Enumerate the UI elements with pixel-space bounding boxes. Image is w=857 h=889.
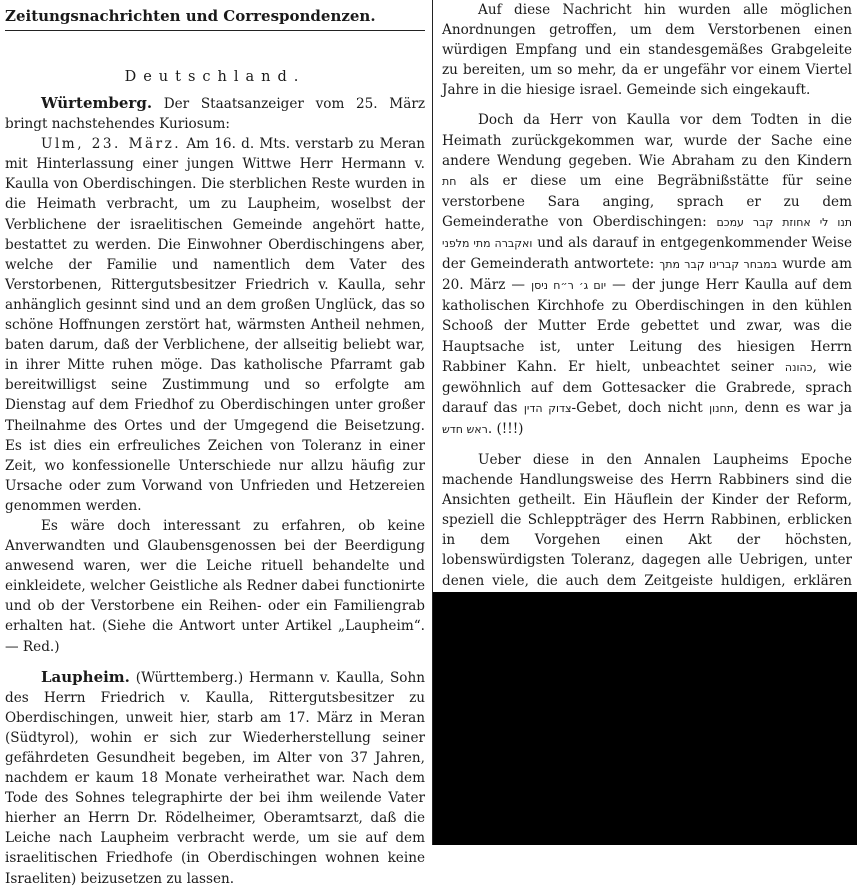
- blank-scan-area: [433, 592, 857, 845]
- laupheim-body: (Württemberg.) Hermann v. Kaulla, Sohn des Herrn Friedrich v. Kaulla, Rittergutsbesitzer zu Oberdischingen, unweit hier, starb am 17. März in Meran (Südtyrol), wohin er sich zur Wiederherstellung seiner gefährdeten Gesundheit begeben, im Alter von 37 Jahren, nachdem er kaum 18 Monate verheirathet war. Nach dem Tode des Sohnes telegraphirte der bei ihm weilende Vater hierher an Herrn Dr. Rödelheimer, Oberamtsarzt, daß die Leiche nach Laupheim verbracht werde, um sie auf dem israelitischen Friedhofe (in Oberdischingen wohnen keine Israeliten) beizusetzen zu lassen.: [5, 669, 426, 887]
- country-heading: Deutschland.: [124, 69, 306, 85]
- hebrew-chet: חת: [442, 174, 457, 188]
- article-wuertemberg: [5, 93, 425, 134]
- hebrew-quote-2: במבחר קברינו קבר מתך: [659, 258, 778, 272]
- text-2h: , denn es war ja: [733, 399, 852, 416]
- hebrew-tzidduk: צדוק הדין: [523, 401, 572, 415]
- text-2f: , wie gewöhnlich auf dem Gottesacker die Grabrede, sprach darauf das: [442, 358, 853, 416]
- text-2i: . (!!!): [487, 420, 524, 437]
- dash-1: —: [511, 277, 526, 294]
- text-2a: Doch da Herr von Kaulla vor dem Todten in die Heimath zurückgekommen war, wurde der Sache eine andere Wendung gegeben. Wie Abraham zu den Kindern: [442, 112, 852, 169]
- hebrew-quote-1: תנו לי אחוזת קבר עמכם ואקברה מתי מלפני: [442, 215, 853, 251]
- text-2e: — der junge Herr Kaulla auf dem katholischen Kirchhofe zu Oberdischingen in den kühlen Schooß der Mutter Erde gebettet und zwar, was die Hauptsache ist, unter Leitung des hiesigen Herrn Rabbiner Kahn. Er hielt, unbeachtet seiner: [442, 277, 853, 375]
- ulm-body: Am 16. d. Mts. verstarb zu Meran mit Hinterlassung einer jungen Wittwe Herr Hermann v. Kaulla von Oberdischingen. Die sterblichen Reste wurden in die Heimath verbracht, um zu Laupheim, woselbst der Verblichene der israelitischen Gemeinde angehört hatte, bestattet zu werden. Die Einwohner Oberdischingens aber, welche der Familie und namentlich dem Vater des Verstorbenen, Rittergutsbesitzer Friedrich v. Kaulla, sehr anhänglich gesinnt sind und an dem großen Unglück, das so schöne Hoffnungen zerstört hat, wärmsten Antheil nehmen, baten darum, daß der Verblichene, der allseitig beliebt war, in ihrer Mitte ruhen möge. Das katholische Pfarramt gab bereitwilligst seine Zustimmung und so erfolgte am Dienstag auf dem Friedhof zu Oberdischingen unter großer Theilnahme des Ortes und der Umgegend die Beisetzung. Es ist dies ein erfreuliches Zeichen von Toleranz in einer Zeit, wo konfessionelle Unterschiede nur allzu häufig zur Ursache oder zum Vorwand von Unfrieden und Hetzereien genommen werden.: [5, 136, 425, 514]
- dateline-ulm: Ulm, 23. März.: [41, 136, 182, 153]
- section-heading: Zeitungsnachrichten und Correspondenzen.: [5, 7, 376, 25]
- hebrew-tachanun: תחנון: [709, 401, 734, 415]
- article-ulm: [5, 134, 425, 516]
- intro-text: Der Staatsanzeiger vom 25. März bringt nachstehendes Kuriosum:: [5, 96, 425, 133]
- editor-question: Es wäre doch interessant zu erfahren, ob keine Anverwandten und Glaubensgenossen bei der Beerdigung anwesend waren, wer die Leiche rituell behandelte und einkleidete, welcher Geistliche als Redner dabei functionirte und ob der Verstorbene ein Reihen- oder ein Familiengrab erhalten hat. (Siehe die Antwort unter Artikel „Laupheim“. — Red.): [5, 517, 425, 655]
- right-para-3: Ueber diese in den Annalen Laupheims Epoche machende Handlungsweise des Herrn Rabbiners sind die Ansichten getheilt. Ein Häuflein der Kinder der Reform, speziell die Schleppträger des Herrn Rabbinen, erblicken in dem Vorgehen einen Akt der höchsten, lobenswürdigsten Toleranz, dagegen alle Uebrigen, unter denen viele, die auch dem Zeitgeiste huldigen, erklären: [442, 451, 852, 589]
- hebrew-date: יום ג׳ ר״ח ניסן: [531, 279, 607, 293]
- text-2c: und als darauf in entgegenkommender Weise der Gemeinderath antwortete:: [442, 235, 853, 273]
- right-para-1: Auf diese Nachricht hin wurden alle möglichen Anordnungen getroffen, um dem Verstorbenen einen würdigen Empfang und ein standesgemäßes Grabgeleite zu bereiten, um so mehr, da er ungefähr vor einem Viertel Jahre in die hiesige israel. Gemeinde sich eingekauft.: [442, 2, 852, 99]
- left-column: [5, 0, 425, 889]
- right-para-2: [442, 110, 852, 440]
- heading-rule: [5, 30, 425, 31]
- place-wuertemberg: Würtemberg.: [41, 94, 153, 112]
- place-laupheim: Laupheim.: [41, 667, 130, 686]
- text-2b: als er diese um eine Begräbnißstätte für seine verstorbene Sara anging, sprach er zu dem Gemeinderathe von Oberdischingen:: [442, 172, 852, 230]
- hebrew-rosh-chodesh: ראש חדש: [442, 422, 488, 436]
- right-column: [442, 0, 852, 631]
- article-laupheim: [5, 667, 425, 889]
- hebrew-kehuna: כהונה: [784, 360, 813, 374]
- text-2d: wurde am 20. März: [442, 256, 853, 294]
- text-2g: -Gebet, doch nicht: [571, 399, 703, 416]
